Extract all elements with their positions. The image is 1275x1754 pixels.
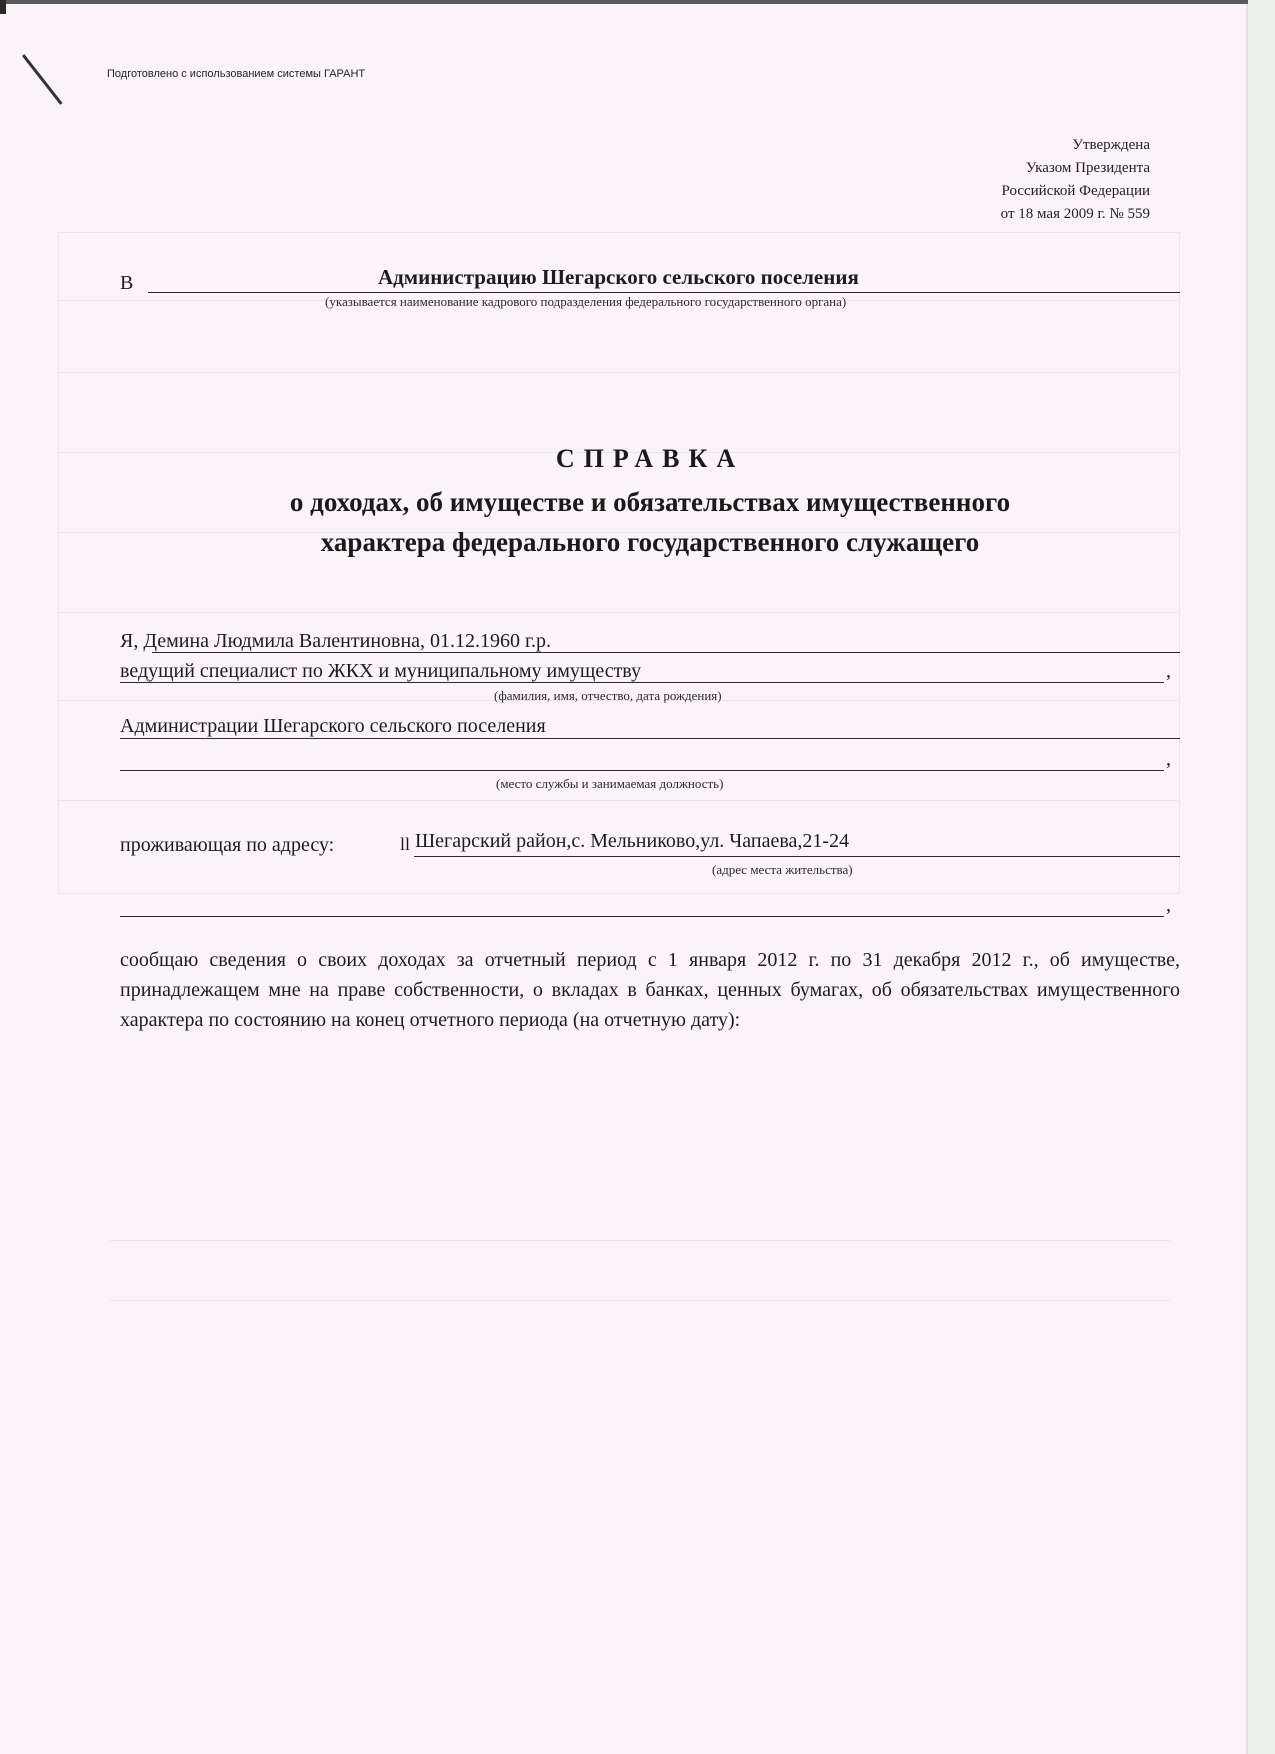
workplace-underline-1 bbox=[120, 738, 1180, 739]
workplace-comma: , bbox=[1166, 748, 1171, 770]
address-comma: , bbox=[1166, 894, 1171, 916]
bleed-through-line bbox=[58, 800, 1178, 801]
approval-line: Утверждена bbox=[1072, 137, 1150, 153]
address-underline-1 bbox=[414, 856, 1180, 857]
person-position-value: ведущий специалист по ЖКХ и муниципальному имуществу bbox=[120, 660, 642, 682]
bleed-through-line bbox=[58, 372, 1178, 373]
address-value: Шегарский район,с. Мельниково,ул. Чапаева,21-24 bbox=[415, 830, 850, 852]
address-cursor-mark: ll bbox=[400, 834, 411, 854]
approval-line: от 18 мая 2009 г. № 559 bbox=[1000, 206, 1150, 222]
recipient-value: Администрацию Шегарского сельского поселения bbox=[378, 265, 859, 289]
scan-corner-mark bbox=[0, 0, 6, 14]
scan-top-edge bbox=[0, 0, 1248, 4]
approval-stamp bbox=[830, 134, 1150, 226]
bleed-through-table bbox=[58, 232, 1180, 894]
document-title: СПРАВКА bbox=[555, 444, 745, 473]
garant-note: Подготовлено с использованием системы ГАРАНТ bbox=[107, 68, 366, 80]
recipient-hint: (указывается наименование кадрового подразделения федерального государственного органа) bbox=[325, 294, 847, 309]
document-subtitle bbox=[120, 482, 1180, 562]
person-comma: , bbox=[1166, 660, 1171, 682]
person-underline-1 bbox=[152, 652, 1180, 653]
workplace-hint: (место службы и занимаемая должность) bbox=[496, 776, 724, 791]
statement-paragraph: сообщаю сведения о своих доходах за отчетный период с 1 января 2012 г. по 31 декабря 2012 г., об имуществе, принадлежащем мне на праве собственности, о вкладах в банках, ценных бумагах, об обязательствах имущественного характера по состоянию на конец отчетного периода (на отчетную дату): bbox=[120, 949, 1180, 1031]
person-hint: (фамилия, имя, отчество, дата рождения) bbox=[494, 688, 722, 703]
person-underline-2 bbox=[120, 682, 1164, 683]
workplace-underline-2 bbox=[120, 770, 1164, 771]
address-underline-2 bbox=[120, 916, 1164, 917]
person-name-value: Я, Демина Людмила Валентиновна, 01.12.1960 г.р. bbox=[120, 630, 551, 652]
subtitle-line: о доходах, об имуществе и обязательствах имущественного bbox=[289, 487, 1011, 517]
bleed-through-line bbox=[110, 1300, 1170, 1301]
workplace-value: Администрации Шегарского сельского поселения bbox=[120, 715, 546, 737]
recipient-prefix: В bbox=[120, 272, 134, 294]
approval-line: Российской Федерации bbox=[1001, 183, 1150, 199]
pen-stroke-mark bbox=[22, 54, 63, 105]
recipient-underline bbox=[148, 292, 1180, 293]
address-hint: (адрес места жительства) bbox=[712, 862, 853, 877]
approval-line: Указом Президента bbox=[1025, 160, 1150, 176]
scan-background bbox=[1248, 0, 1275, 1754]
address-prefix: проживающая по адресу: bbox=[120, 834, 335, 856]
bleed-through-line bbox=[58, 612, 1178, 613]
subtitle-line: характера федерального государственного служащего bbox=[320, 527, 980, 557]
bleed-through-line bbox=[110, 1240, 1170, 1241]
